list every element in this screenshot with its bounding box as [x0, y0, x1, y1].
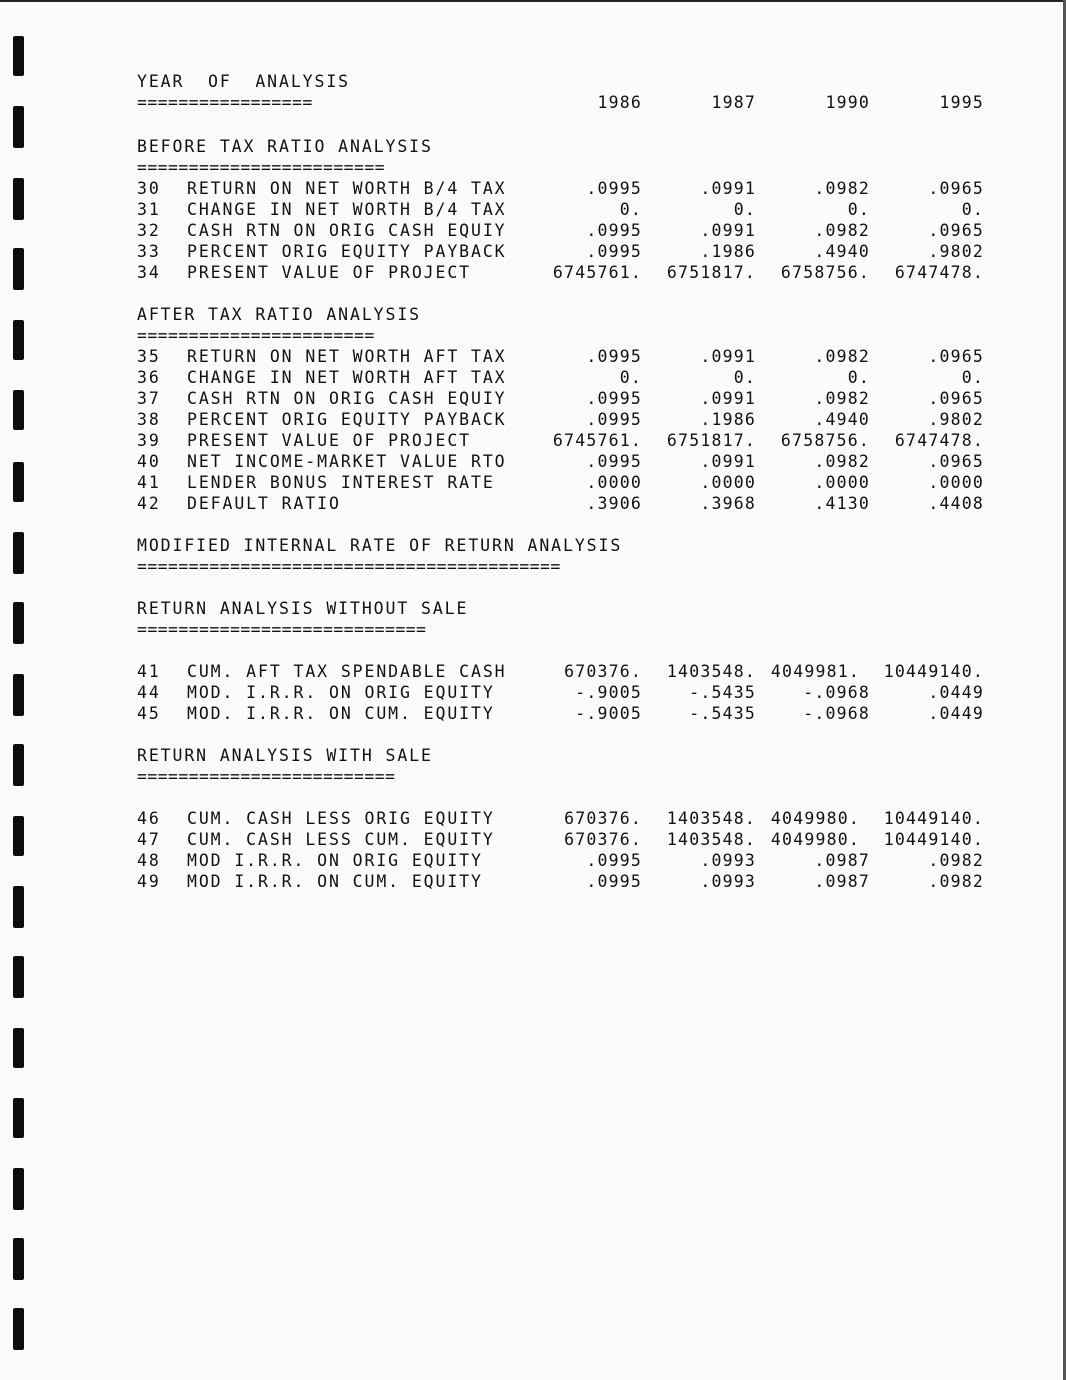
binder-hole	[13, 106, 24, 148]
row-value: .0995	[586, 872, 642, 891]
year-header: 1990	[825, 93, 870, 112]
binder-hole	[13, 1098, 24, 1138]
row-value: .0982	[814, 389, 870, 408]
row-label: PRESENT VALUE OF PROJECT	[187, 431, 472, 450]
row-value: 0.	[847, 200, 870, 219]
table-row	[137, 662, 1007, 684]
row-value: .0982	[814, 179, 870, 198]
binder-hole	[13, 36, 24, 76]
report-title-row	[137, 72, 1007, 94]
binder-hole	[13, 248, 24, 290]
with-sale-title: RETURN ANALYSIS WITH SALE	[137, 746, 433, 765]
row-value: 1403548.	[666, 809, 756, 828]
row-value: .0965	[928, 389, 984, 408]
line-number: 49	[137, 872, 161, 891]
row-value: .0995	[586, 452, 642, 471]
table-row	[137, 830, 1007, 852]
binder-hole	[13, 532, 24, 574]
table-row	[137, 473, 1007, 495]
row-value: 10449140.	[883, 830, 984, 849]
row-value: .0982	[814, 347, 870, 366]
row-value: .0000	[928, 473, 984, 492]
binder-hole	[13, 956, 24, 998]
binder-hole	[13, 390, 24, 430]
row-label: RETURN ON NET WORTH B/4 TAX	[187, 179, 507, 198]
line-number: 45	[137, 704, 161, 723]
row-value: .4940	[814, 242, 870, 261]
line-number: 31	[137, 200, 161, 219]
row-label: PRESENT VALUE OF PROJECT	[187, 263, 472, 282]
row-value: .0995	[586, 242, 642, 261]
row-label: MOD. I.R.R. ON CUM. EQUITY	[187, 704, 495, 723]
line-number: 36	[137, 368, 161, 387]
row-value: .0995	[586, 179, 642, 198]
row-value: 4049981.	[770, 662, 860, 681]
row-value: .1986	[700, 410, 756, 429]
table-row	[137, 242, 1007, 264]
row-value: -.5435	[689, 683, 756, 702]
year-header: 1986	[597, 93, 642, 112]
row-label: CASH RTN ON ORIG CASH EQUIY	[187, 221, 507, 240]
row-value: .0995	[586, 410, 642, 429]
table-row	[137, 431, 1007, 453]
binder-hole	[13, 1168, 24, 1210]
line-number: 34	[137, 263, 161, 282]
row-label: PERCENT ORIG EQUITY PAYBACK	[187, 410, 507, 429]
table-row	[137, 347, 1007, 369]
binder-hole	[13, 462, 24, 502]
row-value: 6745761.	[552, 263, 642, 282]
section-underline-row	[137, 158, 1007, 180]
line-number: 37	[137, 389, 161, 408]
row-value: 6751817.	[666, 263, 756, 282]
row-value: .0000	[814, 473, 870, 492]
line-number: 39	[137, 431, 161, 450]
row-value: 0.	[961, 368, 984, 387]
table-row	[137, 683, 1007, 705]
row-value: .0995	[586, 347, 642, 366]
year-header: 1987	[711, 93, 756, 112]
binder-hole	[13, 674, 24, 716]
line-number: 30	[137, 179, 161, 198]
section-title-row	[137, 137, 1007, 159]
table-row	[137, 221, 1007, 243]
row-value: .0982	[814, 221, 870, 240]
row-value: 4049980.	[770, 830, 860, 849]
line-number: 41	[137, 473, 161, 492]
row-value: .0965	[928, 452, 984, 471]
line-number: 38	[137, 410, 161, 429]
row-value: .0449	[928, 704, 984, 723]
without-sale-title: RETURN ANALYSIS WITHOUT SALE	[137, 599, 469, 618]
binder-holes	[0, 0, 40, 1380]
section-title-row	[137, 746, 1007, 768]
row-value: 6747478.	[894, 263, 984, 282]
row-value: 0.	[733, 200, 756, 219]
line-number: 47	[137, 830, 161, 849]
section-underline-row	[137, 326, 1007, 348]
report-title-underline-row	[137, 93, 1007, 115]
row-value: .0991	[700, 221, 756, 240]
report-title-underline: =================	[137, 93, 313, 112]
row-value: .4130	[814, 494, 870, 513]
binder-hole	[13, 886, 24, 928]
line-number: 41	[137, 662, 161, 681]
row-label: LENDER BONUS INTEREST RATE	[187, 473, 495, 492]
without-sale-underline: ============================	[137, 620, 427, 639]
row-label: CUM. AFT TAX SPENDABLE CASH	[187, 662, 507, 681]
before-tax-title: BEFORE TAX RATIO ANALYSIS	[137, 137, 433, 156]
table-row	[137, 389, 1007, 411]
table-row	[137, 452, 1007, 474]
binder-hole	[13, 1238, 24, 1280]
row-value: 0.	[619, 368, 642, 387]
row-label: DEFAULT RATIO	[187, 494, 341, 513]
line-number: 33	[137, 242, 161, 261]
row-value: .0991	[700, 389, 756, 408]
row-value: .3968	[700, 494, 756, 513]
row-value: -.9005	[575, 683, 642, 702]
table-row	[137, 494, 1007, 516]
row-value: 0.	[961, 200, 984, 219]
row-label: MOD I.R.R. ON ORIG EQUITY	[187, 851, 483, 870]
row-value: 670376.	[564, 662, 642, 681]
row-value: .0987	[814, 851, 870, 870]
row-value: 0.	[733, 368, 756, 387]
section-underline-row	[137, 767, 1007, 789]
line-number: 44	[137, 683, 161, 702]
report-title: YEAR OF ANALYSIS	[137, 72, 351, 91]
row-value: .0965	[928, 221, 984, 240]
line-number: 40	[137, 452, 161, 471]
year-header: 1995	[939, 93, 984, 112]
table-row	[137, 851, 1007, 873]
table-row	[137, 809, 1007, 831]
section-underline-row	[137, 620, 1007, 642]
row-value: 0.	[619, 200, 642, 219]
row-value: .0991	[700, 452, 756, 471]
table-row	[137, 368, 1007, 390]
table-row	[137, 872, 1007, 894]
row-label: CHANGE IN NET WORTH B/4 TAX	[187, 200, 507, 219]
row-value: .0982	[928, 872, 984, 891]
section-title-row	[137, 599, 1007, 621]
after-tax-underline: =======================	[137, 326, 375, 345]
line-number: 48	[137, 851, 161, 870]
row-value: -.0968	[803, 704, 870, 723]
row-value: .0993	[700, 851, 756, 870]
line-number: 35	[137, 347, 161, 366]
row-value: .0993	[700, 872, 756, 891]
line-number: 42	[137, 494, 161, 513]
row-value: .3906	[586, 494, 642, 513]
row-value: 6745761.	[552, 431, 642, 450]
row-value: .1986	[700, 242, 756, 261]
table-row	[137, 704, 1007, 726]
row-value: 10449140.	[883, 662, 984, 681]
row-value: 670376.	[564, 809, 642, 828]
row-value: 6758756.	[780, 263, 870, 282]
section-title-row	[137, 305, 1007, 327]
before-tax-underline: ========================	[137, 158, 386, 177]
row-value: .0000	[700, 473, 756, 492]
row-value: .0449	[928, 683, 984, 702]
row-value: -.9005	[575, 704, 642, 723]
row-label: CUM. CASH LESS ORIG EQUITY	[187, 809, 495, 828]
line-number: 32	[137, 221, 161, 240]
row-value: .0995	[586, 221, 642, 240]
row-value: 6758756.	[780, 431, 870, 450]
binder-hole	[13, 602, 24, 644]
row-value: 10449140.	[883, 809, 984, 828]
row-label: CASH RTN ON ORIG CASH EQUIY	[187, 389, 507, 408]
row-label: RETURN ON NET WORTH AFT TAX	[187, 347, 507, 366]
line-number: 46	[137, 809, 161, 828]
section-underline-row	[137, 557, 1007, 579]
section-title-row	[137, 536, 1007, 558]
mirr-title: MODIFIED INTERNAL RATE OF RETURN ANALYSIS	[137, 536, 623, 555]
row-value: .9802	[928, 410, 984, 429]
row-value: 1403548.	[666, 830, 756, 849]
row-value: .0995	[586, 851, 642, 870]
row-value: .0965	[928, 347, 984, 366]
row-value: 0.	[847, 368, 870, 387]
table-row	[137, 200, 1007, 222]
binder-hole	[13, 1308, 24, 1350]
row-label: CUM. CASH LESS CUM. EQUITY	[187, 830, 495, 849]
row-value: 6751817.	[666, 431, 756, 450]
row-value: .0982	[928, 851, 984, 870]
row-value: -.0968	[803, 683, 870, 702]
row-value: 670376.	[564, 830, 642, 849]
binder-hole	[13, 320, 24, 360]
row-value: 6747478.	[894, 431, 984, 450]
row-value: .0991	[700, 179, 756, 198]
mirr-underline: =========================================	[137, 557, 561, 576]
binder-hole	[13, 744, 24, 786]
with-sale-underline: =========================	[137, 767, 396, 786]
binder-hole	[13, 816, 24, 856]
row-value: .0991	[700, 347, 756, 366]
row-value: .4940	[814, 410, 870, 429]
row-value: .0995	[586, 389, 642, 408]
row-value: 1403548.	[666, 662, 756, 681]
row-label: CHANGE IN NET WORTH AFT TAX	[187, 368, 507, 387]
row-value: .0987	[814, 872, 870, 891]
table-row	[137, 410, 1007, 432]
row-value: .0000	[586, 473, 642, 492]
row-value: 4049980.	[770, 809, 860, 828]
row-label: PERCENT ORIG EQUITY PAYBACK	[187, 242, 507, 261]
row-value: .0982	[814, 452, 870, 471]
page-top-edge	[0, 0, 1066, 2]
after-tax-title: AFTER TAX RATIO ANALYSIS	[137, 305, 422, 324]
row-value: .4408	[928, 494, 984, 513]
row-value: .9802	[928, 242, 984, 261]
table-row	[137, 263, 1007, 285]
row-value: .0965	[928, 179, 984, 198]
table-row	[137, 179, 1007, 201]
row-label: MOD. I.R.R. ON ORIG EQUITY	[187, 683, 495, 702]
row-label: NET INCOME-MARKET VALUE RTO	[187, 452, 507, 471]
row-value: -.5435	[689, 704, 756, 723]
row-label: MOD I.R.R. ON CUM. EQUITY	[187, 872, 483, 891]
binder-hole	[13, 178, 24, 220]
binder-hole	[13, 1028, 24, 1068]
